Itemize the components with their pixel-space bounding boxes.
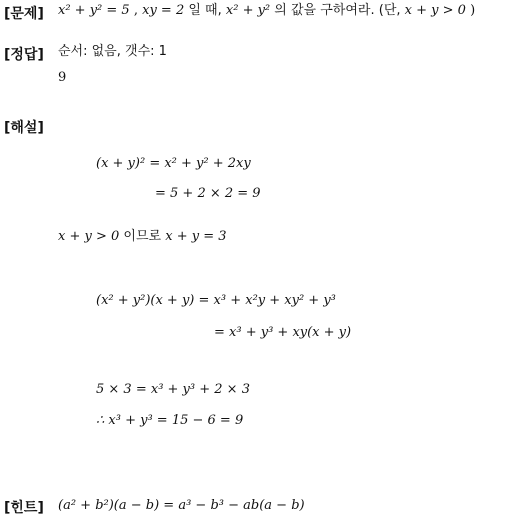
answer-meta: 순서: 없음, 갯수: 1 bbox=[58, 44, 167, 59]
hint-label: [힌트] bbox=[4, 500, 44, 516]
solution-step2 bbox=[58, 229, 227, 245]
solution-step4-line2: ∴ x³ + y³ = 15 − 6 = 9 bbox=[96, 413, 244, 428]
condition-suffix: ) bbox=[470, 3, 476, 18]
solution-label: [해설] bbox=[4, 120, 44, 136]
question-label: [문제] bbox=[4, 6, 44, 22]
solution-step4-line1: 5 × 3 = x³ + y³ + 2 × 3 bbox=[96, 382, 250, 397]
equation-sum-of-squares: x² + y² = 5 bbox=[58, 3, 130, 18]
answer-label: [정답] bbox=[4, 47, 44, 63]
solution-step2-text: 이므로 bbox=[123, 229, 162, 244]
question-statement bbox=[58, 3, 475, 19]
target-expression: x² + y² bbox=[225, 3, 271, 18]
solution-step1-line1: (x + y)² = x² + y² + 2xy bbox=[96, 156, 251, 171]
solution-step1-line2: = 5 + 2 × 2 = 9 bbox=[155, 186, 261, 201]
solution-step3-line2: = x³ + y³ + xy(x + y) bbox=[214, 325, 352, 340]
solution-step2-result: x + y = 3 bbox=[165, 229, 227, 244]
hint-formula: (a² + b²)(a − b) = a³ − b³ − ab(a − b) bbox=[58, 498, 305, 513]
separator-comma: , bbox=[133, 3, 138, 18]
question-text-when: 일 때, bbox=[188, 3, 222, 18]
equation-product: xy = 2 bbox=[142, 3, 185, 18]
solution-step2-condition: x + y > 0 bbox=[58, 229, 120, 244]
solution-step3-line1: (x² + y²)(x + y) = x³ + x²y + xy² + y³ bbox=[96, 293, 336, 308]
condition-expression: x + y > 0 bbox=[404, 3, 466, 18]
answer-value: 9 bbox=[58, 70, 67, 85]
condition-prefix: (단, bbox=[378, 3, 401, 18]
question-text-find: 의 값을 구하여라. bbox=[274, 3, 375, 18]
